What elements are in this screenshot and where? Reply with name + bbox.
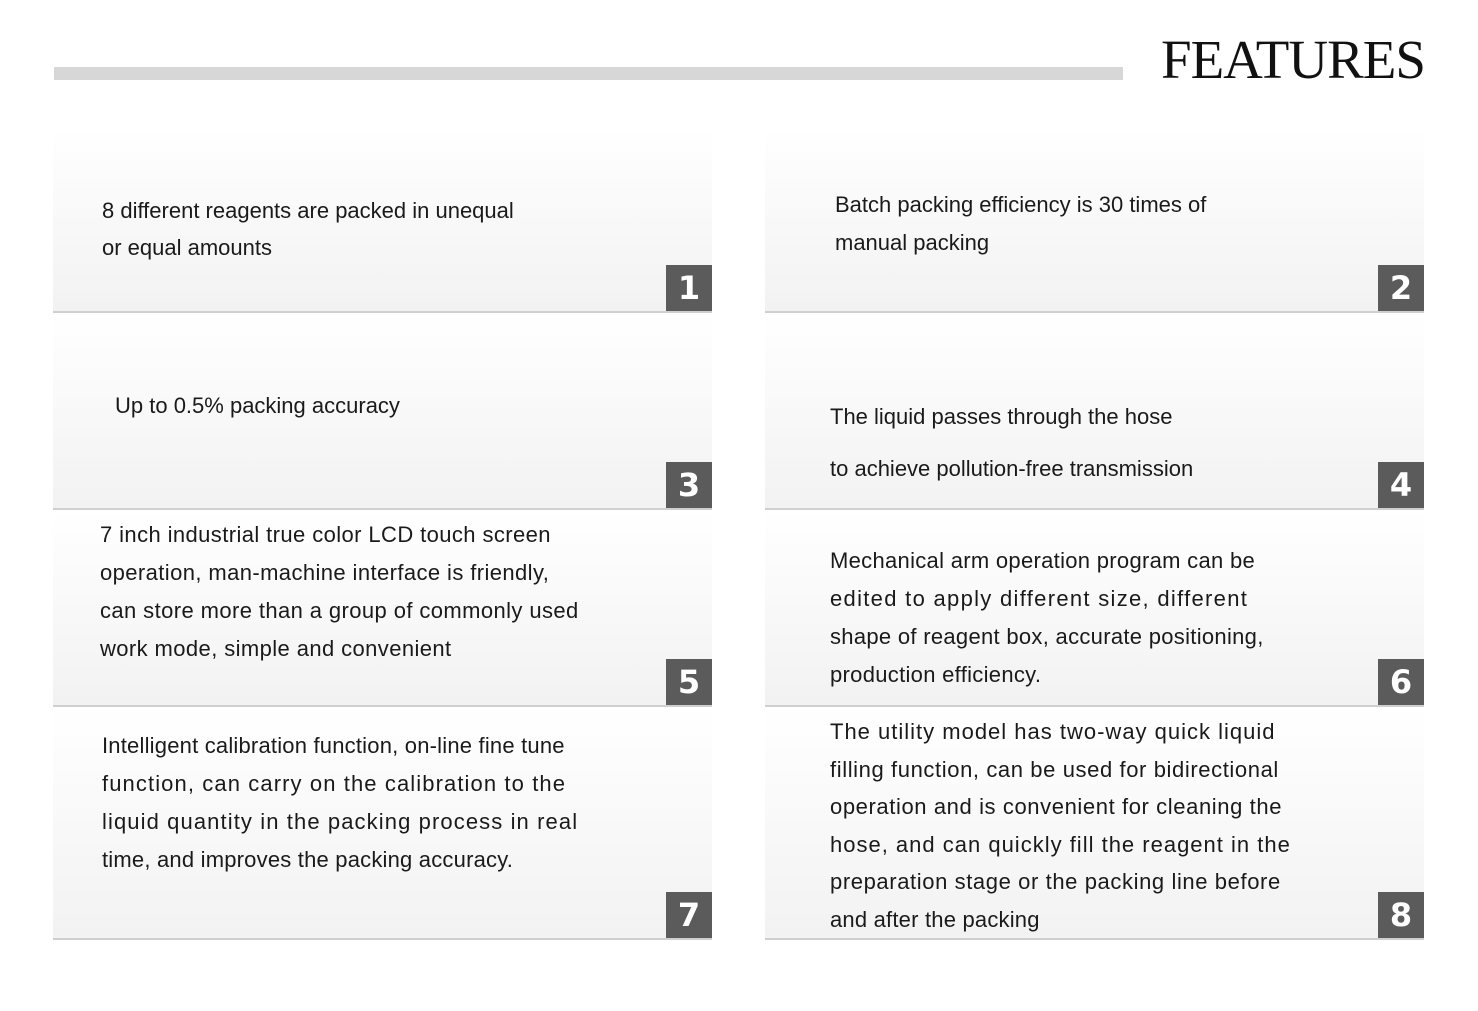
page-title: FEATURES bbox=[1161, 29, 1425, 90]
feature-text-line: production efficiency. bbox=[830, 662, 1042, 687]
feature-card-1 bbox=[53, 128, 712, 313]
feature-text-line: 7 inch industrial true color LCD touch screen bbox=[100, 522, 551, 547]
feature-text bbox=[102, 192, 514, 266]
feature-number-badge: 7 bbox=[666, 892, 712, 938]
feature-text-line: Batch packing efficiency is 30 times of bbox=[835, 192, 1207, 217]
feature-number-badge: 1 bbox=[666, 265, 712, 311]
feature-text-line: operation, man-machine interface is friendly, bbox=[100, 560, 550, 585]
feature-text-line: operation and is convenient for cleaning the bbox=[830, 794, 1283, 820]
feature-text-line: edited to apply different size, different bbox=[830, 586, 1249, 611]
feature-text-line: liquid quantity in the packing process in real bbox=[102, 809, 579, 834]
feature-text-line: work mode, simple and convenient bbox=[100, 636, 452, 661]
feature-text-line: function, can carry on the calibration to the bbox=[102, 771, 567, 796]
feature-text bbox=[830, 542, 1264, 694]
feature-number-badge: 5 bbox=[666, 659, 712, 705]
feature-text-line: Up to 0.5% packing accuracy bbox=[115, 393, 400, 418]
feature-text bbox=[102, 727, 578, 879]
feature-number-badge: 8 bbox=[1378, 892, 1424, 938]
feature-card-6 bbox=[765, 510, 1424, 707]
feature-text bbox=[100, 516, 579, 668]
feature-text-line: shape of reagent box, accurate positioning, bbox=[830, 624, 1264, 649]
feature-text-line: 8 different reagents are packed in unequal bbox=[102, 198, 514, 223]
header-divider-bar bbox=[54, 67, 1123, 80]
feature-card-8 bbox=[765, 707, 1424, 940]
feature-card-3 bbox=[53, 313, 712, 510]
feature-card-5 bbox=[53, 510, 712, 707]
feature-text-line: preparation stage or the packing line before bbox=[830, 869, 1281, 895]
feature-number-badge: 3 bbox=[666, 462, 712, 508]
feature-number-badge: 6 bbox=[1378, 659, 1424, 705]
feature-text bbox=[115, 391, 400, 421]
feature-number-badge: 4 bbox=[1378, 462, 1424, 508]
feature-text-line: or equal amounts bbox=[102, 235, 272, 260]
feature-text-line: The utility model has two-way quick liquid bbox=[830, 719, 1276, 744]
feature-text-line: hose, and can quickly fill the reagent in the bbox=[830, 831, 1291, 857]
feature-text-line: can store more than a group of commonly used bbox=[100, 598, 579, 623]
feature-card-7 bbox=[53, 707, 712, 940]
feature-text-line: filling function, can be used for bidirectional bbox=[830, 756, 1279, 782]
feature-text bbox=[835, 186, 1206, 262]
feature-text-line: The liquid passes through the hose bbox=[830, 404, 1173, 429]
feature-text bbox=[830, 391, 1193, 495]
feature-card-4 bbox=[765, 313, 1424, 510]
feature-text-line: to achieve pollution-free transmission bbox=[830, 456, 1194, 481]
feature-card-2 bbox=[765, 128, 1424, 313]
feature-text-line: manual packing bbox=[835, 230, 990, 255]
feature-text bbox=[830, 713, 1291, 939]
feature-number-badge: 2 bbox=[1378, 265, 1424, 311]
feature-text-line: time, and improves the packing accuracy. bbox=[102, 847, 514, 872]
feature-text-line: Mechanical arm operation program can be bbox=[830, 548, 1256, 573]
feature-text-line: and after the packing bbox=[830, 906, 1040, 932]
feature-text-line: Intelligent calibration function, on-line fine tune bbox=[102, 733, 565, 758]
